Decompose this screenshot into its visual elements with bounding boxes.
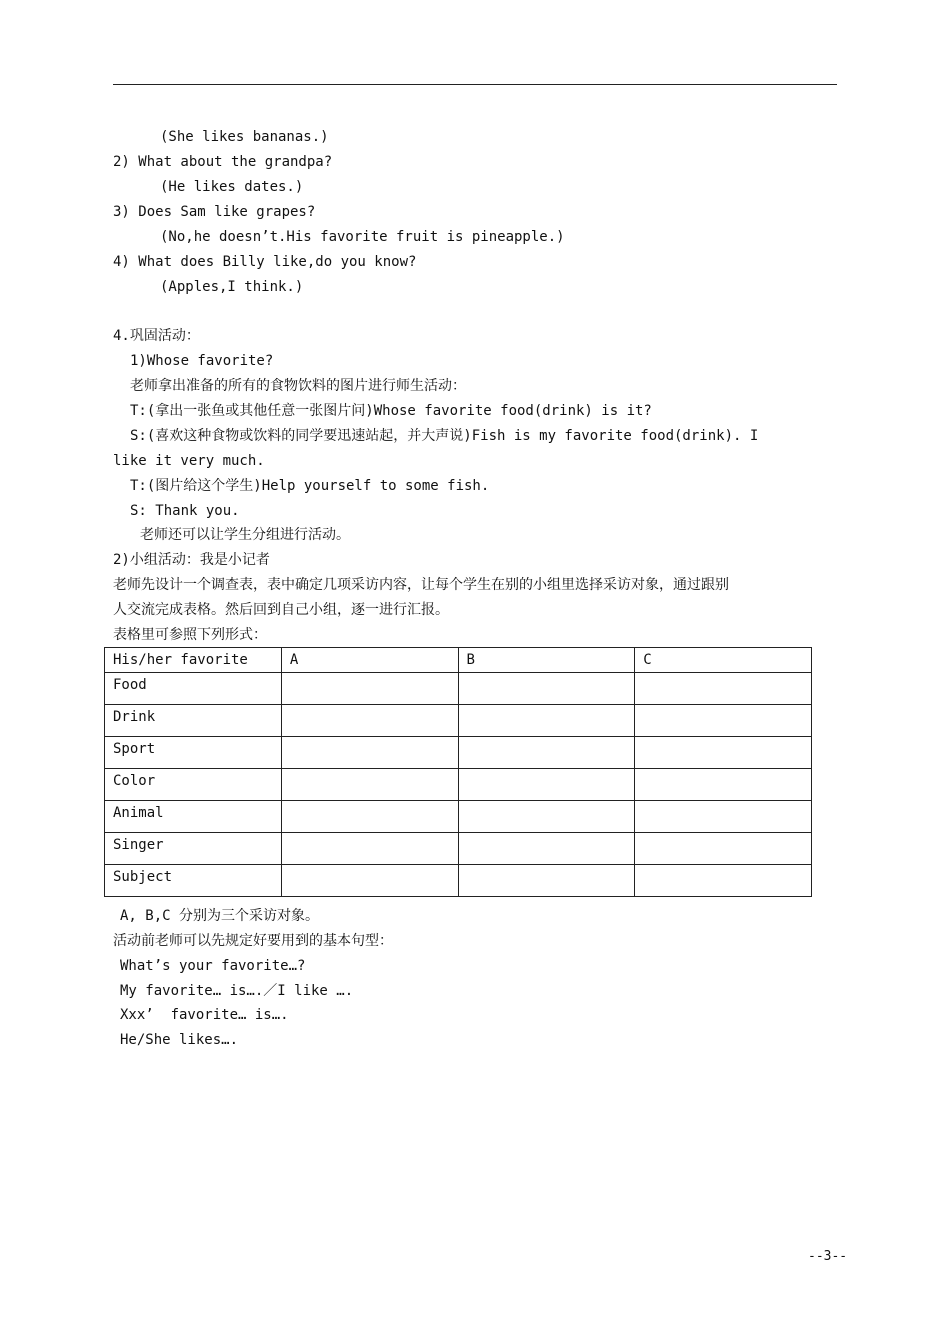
- table-header-row: [105, 648, 812, 673]
- empty-cell: [635, 769, 812, 801]
- survey-table: [104, 647, 812, 897]
- page-number: --3--: [808, 1249, 848, 1264]
- sentence-patterns-intro: 活动前老师可以先规定好要用到的基本句型：: [113, 933, 393, 949]
- sentence-pattern-4: He/She likes….: [120, 1032, 239, 1048]
- sentence-pattern-1: What’s your favorite…?: [120, 958, 306, 974]
- activity-1-intro: 老师拿出准备的所有的食物饮料的图片进行师生活动：: [130, 378, 466, 394]
- empty-cell: [281, 769, 458, 801]
- answer-line-2: (He likes dates.): [160, 179, 304, 195]
- empty-cell: [458, 737, 635, 769]
- question-4: 4) What does Billy like,do you know?: [113, 254, 417, 270]
- activity-2-desc-1: 老师先设计一个调查表，表中确定几项采访内容，让每个学生在别的小组里选择采访对象，通过跟别: [113, 577, 729, 593]
- empty-cell: [635, 705, 812, 737]
- empty-cell: [635, 833, 812, 865]
- row-label: Animal: [105, 801, 282, 833]
- empty-cell: [458, 865, 635, 897]
- row-label: Color: [105, 769, 282, 801]
- dialogue-student-1: S:(喜欢这种食物或饮料的同学要迅速站起，并大声说)Fish is my favorite food(drink). I: [130, 428, 759, 444]
- answer-line-4: (Apples,I think.): [160, 279, 304, 295]
- table-header-cell: A: [281, 648, 458, 673]
- row-label: Sport: [105, 737, 282, 769]
- question-3: 3) Does Sam like grapes?: [113, 204, 316, 220]
- empty-cell: [458, 769, 635, 801]
- table-row: [105, 769, 812, 801]
- question-2: 2) What about the grandpa?: [113, 154, 333, 170]
- sentence-pattern-2: My favorite… is….／I like ….: [120, 983, 354, 999]
- section-heading: 4.巩固活动：: [113, 328, 200, 344]
- table-row: [105, 705, 812, 737]
- empty-cell: [458, 673, 635, 705]
- empty-cell: [458, 801, 635, 833]
- table-row: [105, 673, 812, 705]
- table-row: [105, 865, 812, 897]
- answer-line-1: (She likes bananas.): [160, 129, 329, 145]
- table-header-cell: His/her favorite: [105, 648, 282, 673]
- table-row: [105, 833, 812, 865]
- dialogue-teacher-2: T:(图片给这个学生)Help yourself to some fish.: [130, 478, 490, 494]
- empty-cell: [281, 737, 458, 769]
- table-intro: 表格里可参照下列形式：: [113, 627, 267, 643]
- table-row: [105, 737, 812, 769]
- row-label: Food: [105, 673, 282, 705]
- dialogue-student-1-cont: like it very much.: [113, 453, 265, 469]
- empty-cell: [281, 833, 458, 865]
- sentence-pattern-3: Xxx’ favorite… is….: [120, 1007, 289, 1023]
- empty-cell: [458, 833, 635, 865]
- dialogue-student-2: S: Thank you.: [130, 503, 240, 519]
- empty-cell: [281, 705, 458, 737]
- empty-cell: [635, 673, 812, 705]
- table-row: [105, 801, 812, 833]
- header-rule: [113, 84, 837, 85]
- activity-1-note: 老师还可以让学生分组进行活动。: [140, 527, 350, 543]
- activity-1-title: 1)Whose favorite?: [130, 353, 274, 369]
- activity-2-title: 2)小组活动：我是小记者: [113, 552, 270, 568]
- row-label: Drink: [105, 705, 282, 737]
- table-header-cell: B: [458, 648, 635, 673]
- empty-cell: [635, 737, 812, 769]
- row-label: Subject: [105, 865, 282, 897]
- row-label: Singer: [105, 833, 282, 865]
- empty-cell: [635, 801, 812, 833]
- dialogue-teacher-1: T:(拿出一张鱼或其他任意一张图片问)Whose favorite food(drink) is it?: [130, 403, 652, 419]
- table-note: A, B,C 分别为三个采访对象。: [120, 908, 320, 924]
- table-header-cell: C: [635, 648, 812, 673]
- empty-cell: [281, 865, 458, 897]
- empty-cell: [635, 865, 812, 897]
- empty-cell: [281, 673, 458, 705]
- answer-line-3: (No,he doesn’t.His favorite fruit is pineapple.): [160, 229, 565, 245]
- empty-cell: [281, 801, 458, 833]
- activity-2-desc-2: 人交流完成表格。然后回到自己小组，逐一进行汇报。: [113, 602, 449, 618]
- empty-cell: [458, 705, 635, 737]
